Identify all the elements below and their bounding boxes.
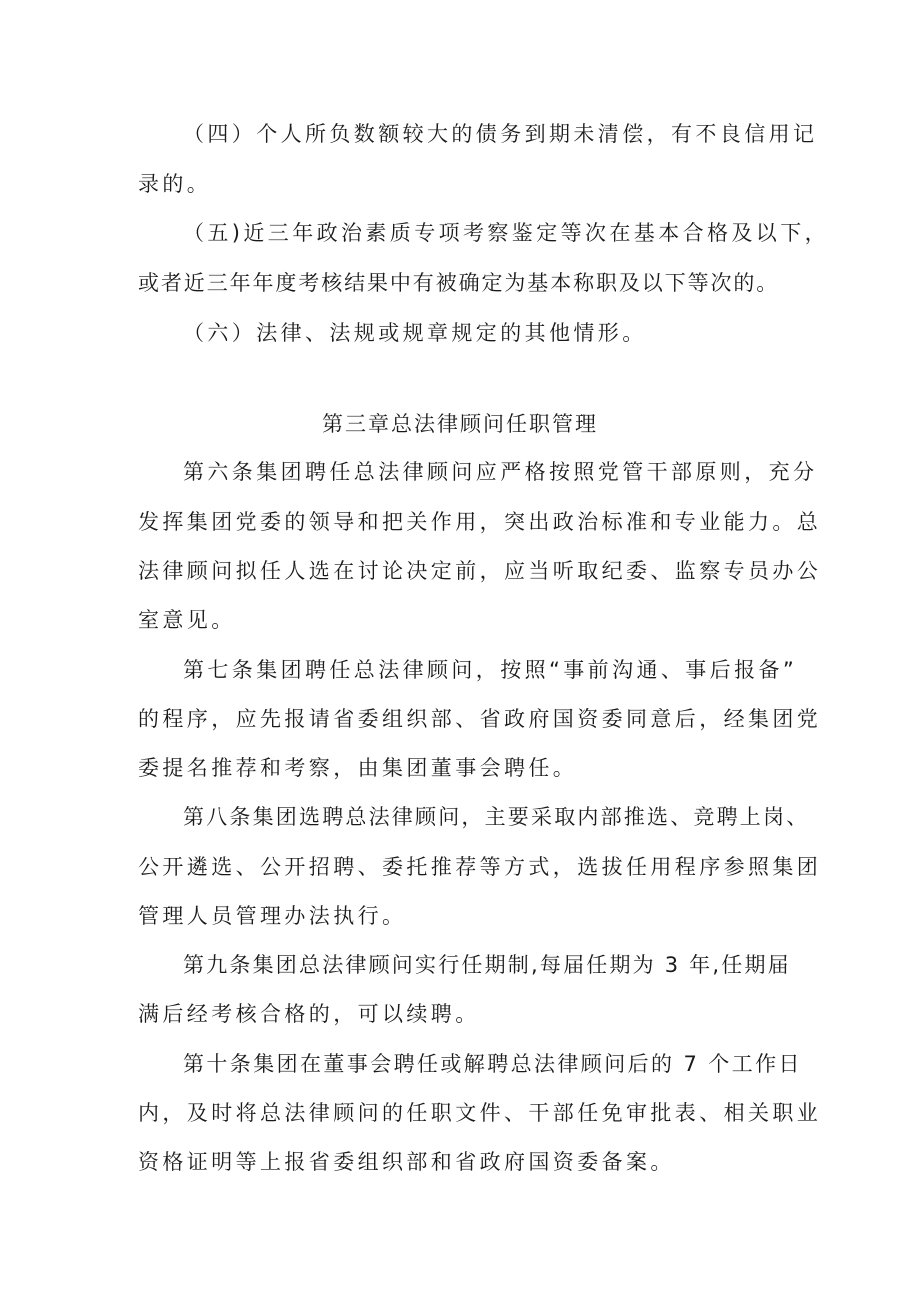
article-6-line-3: 法律顾问拟任人选在讨论决定前，应当听取纪委、监察专员办公 — [138, 559, 822, 583]
item-4-line-1: （四）个人所负数额较大的债务到期未清偿，有不良信用记 — [183, 122, 818, 146]
article-7-line-2: 的程序，应先报请省委组织部、省政府国资委同意后，经集团党 — [138, 707, 822, 731]
item-6-line-1: （六）法律、法规或规章规定的其他情形。 — [183, 321, 647, 345]
item-5-line-1: （五)近三年政治素质专项考察鉴定等次在基本合格及以下， — [183, 221, 829, 245]
article-7-line-1: 第七条集团聘任总法律顾问，按照“事前沟通、事后报备” — [183, 658, 798, 682]
item-4-line-2: 录的。 — [138, 172, 212, 196]
article-6-line-1: 第六条集团聘任总法律顾问应严格按照党管干部原则，充分 — [183, 460, 818, 484]
article-9-line-1: 第九条集团总法律顾问实行任期制,每届任期为 3 年,任期届 — [183, 953, 791, 977]
article-9-line-2: 满后经考核合格的，可以续聘。 — [138, 1002, 480, 1026]
article-8-line-2: 公开遴选、公开招聘、委托推荐等方式，选拔任用程序参照集团 — [138, 855, 822, 879]
article-10-line-2: 内，及时将总法律顾问的任职文件、干部任免审批表、相关职业 — [138, 1101, 822, 1125]
article-6-line-2: 发挥集团党委的领导和把关作用，突出政治标准和专业能力。总 — [138, 510, 822, 534]
article-8-line-3: 管理人员管理办法执行。 — [138, 904, 407, 928]
item-5-line-2: 或者近三年年度考核结果中有被确定为基本称职及以下等次的。 — [138, 271, 780, 295]
article-6-line-4: 室意见。 — [138, 608, 236, 632]
article-7-line-3: 委提名推荐和考察，由集团董事会聘任。 — [138, 756, 578, 780]
chapter-heading: 第三章总法律顾问任职管理 — [322, 412, 598, 436]
article-8-line-1: 第八条集团选聘总法律顾问，主要采取内部推选、竞聘上岗、 — [183, 805, 810, 829]
article-10-line-3: 资格证明等上报省委组织部和省政府国资委备案。 — [138, 1150, 675, 1174]
article-10-line-1: 第十条集团在董事会聘任或解聘总法律顾问后的 7 个工作日 — [183, 1052, 802, 1076]
